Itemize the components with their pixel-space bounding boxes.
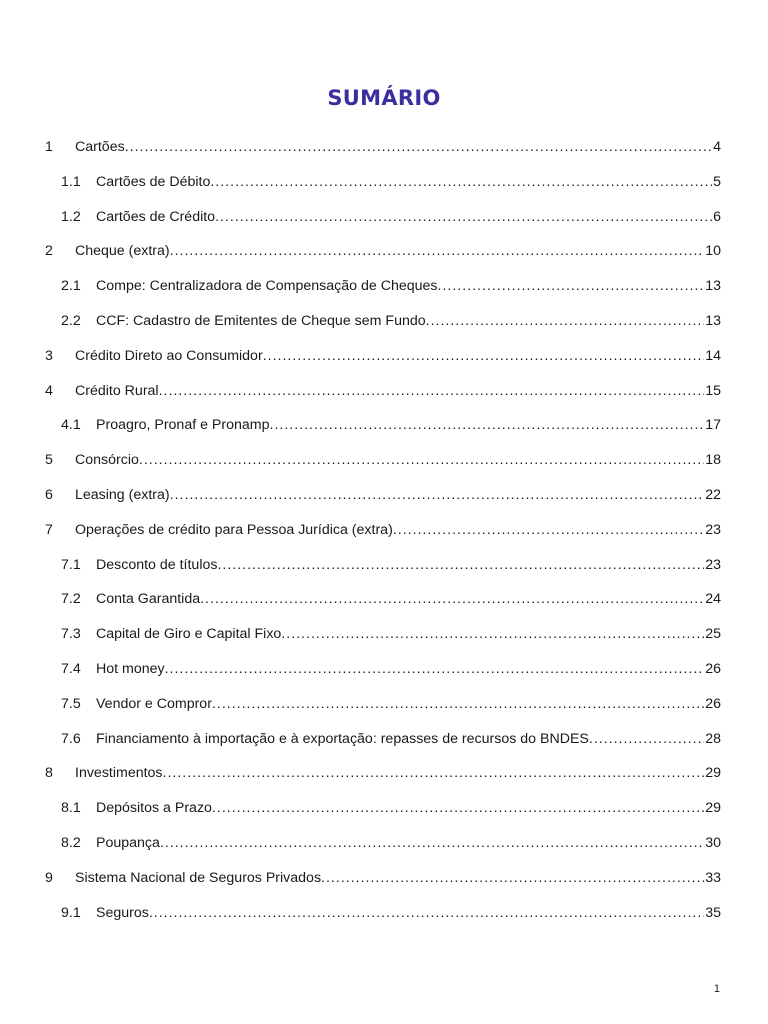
toc-entry[interactable]: [0, 728, 768, 750]
toc-entry-number: 7.5: [61, 695, 81, 712]
toc-entry-number: 1.2: [61, 208, 81, 225]
toc-entry-label: Sistema Nacional de Seguros Privados: [75, 869, 322, 886]
toc-entry[interactable]: [0, 588, 768, 610]
toc-entry-page: 33: [705, 869, 721, 886]
toc-entry-number: 7.4: [61, 661, 81, 677]
toc-entry[interactable]: [0, 414, 768, 436]
toc-entry-label: Compe: Centralizadora de Compensação de Cheques: [96, 278, 438, 295]
toc-entry-label: Financiamento à importação e à exportação: repasses de recursos do BNDES: [96, 730, 589, 747]
toc-entry-number: 7.1: [61, 556, 81, 573]
toc-entry-number: 2: [45, 243, 53, 260]
toc-entry-label: Vendor e Compror: [96, 695, 212, 712]
toc-entry[interactable]: [0, 240, 768, 262]
toc-entry-line: [96, 728, 721, 750]
toc-dot-leader: [217, 554, 704, 576]
page-number: 1: [713, 983, 720, 995]
toc-entry[interactable]: [0, 867, 768, 889]
toc-entry[interactable]: [0, 762, 768, 784]
toc-dot-leader: [281, 623, 704, 645]
toc-dot-leader: [589, 728, 704, 750]
toc-entry-label: Capital de Giro e Capital Fixo: [96, 626, 282, 643]
toc-entry-label: Cartões de Crédito: [96, 208, 216, 225]
toc-entry-label: Poupança: [96, 835, 160, 851]
toc-entry[interactable]: [0, 902, 768, 924]
toc-dot-leader: [212, 797, 704, 819]
toc-entry-number: 2.1: [61, 278, 81, 295]
toc-entry[interactable]: [0, 797, 768, 819]
toc-entry-line: [96, 832, 721, 854]
toc-entry-line: [75, 867, 721, 889]
toc-entry-page: 17: [705, 417, 721, 434]
toc-dot-leader: [139, 449, 704, 471]
toc-dot-leader: [438, 275, 705, 297]
toc-entry-line: [75, 136, 721, 158]
toc-entry[interactable]: [0, 136, 768, 158]
toc-entry-line: [75, 484, 721, 506]
toc-dot-leader: [200, 588, 704, 610]
toc-dot-leader: [170, 240, 705, 262]
toc-entry-line: [96, 902, 721, 924]
toc-entry-line: [75, 449, 721, 471]
toc-entry-line: [96, 693, 721, 715]
toc-entry-number: 8.1: [61, 800, 81, 817]
toc-entry[interactable]: [0, 171, 768, 193]
toc-entry-page: 23: [705, 521, 721, 538]
toc-entry-line: [96, 797, 721, 819]
toc-entry-label: Crédito Rural: [75, 382, 159, 399]
toc-entry-label: Operações de crédito para Pessoa Jurídica (extra): [75, 521, 393, 538]
toc-entry-line: [96, 554, 721, 576]
toc-dot-leader: [165, 658, 705, 680]
toc-entry-page: 14: [705, 347, 721, 364]
toc-entry-page: 13: [705, 278, 721, 295]
toc-entry-label: Cartões: [75, 139, 125, 155]
toc-dot-leader: [393, 519, 704, 541]
toc-entry[interactable]: [0, 623, 768, 645]
toc-dot-leader: [210, 171, 712, 193]
toc-entry-number: 6: [45, 487, 53, 503]
toc-entry-label: CCF: Cadastro de Emitentes de Cheque sem Fundo: [96, 313, 426, 329]
toc-entry-number: 3: [45, 347, 53, 364]
toc-entry-label: Investimentos: [75, 765, 163, 782]
toc-entry[interactable]: [0, 345, 768, 367]
toc-entry-page: 26: [705, 695, 721, 712]
toc-entry-page: 13: [705, 313, 721, 329]
toc-entry-label: Consórcio: [75, 452, 139, 469]
toc-entry-number: 7.6: [61, 730, 81, 747]
toc-entry-number: 7.2: [61, 591, 81, 608]
toc-entry-page: 30: [705, 835, 721, 851]
toc-entry-page: 15: [705, 382, 721, 399]
toc-entry-number: 2.2: [61, 313, 81, 329]
toc-entry-label: Hot money: [96, 661, 165, 677]
toc-entry-number: 8.2: [61, 835, 81, 851]
toc-entry-page: 10: [705, 243, 721, 260]
toc-entry-line: [75, 762, 721, 784]
toc-entry-page: 29: [705, 800, 721, 817]
toc-entry-line: [75, 345, 721, 367]
toc-entry-number: 8: [45, 765, 53, 782]
toc-entry-page: 22: [705, 487, 721, 503]
toc-entry-label: Cartões de Débito: [96, 173, 211, 190]
toc-entry-number: 5: [45, 452, 53, 469]
toc-dot-leader: [160, 832, 704, 854]
toc-entry[interactable]: [0, 554, 768, 576]
toc-entry[interactable]: [0, 310, 768, 332]
toc-dot-leader: [426, 310, 705, 332]
toc-entry-number: 4.1: [61, 417, 81, 434]
toc-entry-page: 25: [705, 626, 721, 643]
toc-dot-leader: [270, 414, 705, 436]
toc-entry[interactable]: [0, 275, 768, 297]
toc-entry-page: 4: [713, 139, 721, 155]
toc-dot-leader: [163, 762, 705, 784]
toc-entry-line: [96, 171, 721, 193]
toc-entry-line: [96, 658, 721, 680]
toc-dot-leader: [170, 484, 705, 506]
toc-entry-number: 7: [45, 521, 53, 538]
toc-entry-label: Seguros: [96, 904, 149, 921]
toc-entry-number: 7.3: [61, 626, 81, 643]
toc-dot-leader: [321, 867, 704, 889]
toc-entry-number: 9.1: [61, 904, 81, 921]
toc-entry-label: Crédito Direto ao Consumidor: [75, 347, 263, 364]
toc-entry-line: [75, 380, 721, 402]
toc-entry-page: 35: [705, 904, 721, 921]
toc-entry[interactable]: [0, 519, 768, 541]
page-title: SUMÁRIO: [327, 86, 441, 110]
toc-entry-label: Conta Garantida: [96, 591, 201, 608]
toc-entry-label: Desconto de títulos: [96, 556, 218, 573]
toc-entry-line: [96, 310, 721, 332]
toc-entry-label: Cheque (extra): [75, 243, 170, 260]
toc-entry[interactable]: [0, 484, 768, 506]
toc-entry[interactable]: [0, 206, 768, 228]
toc-entry-line: [75, 240, 721, 262]
toc-entry-line: [96, 206, 721, 228]
toc-entry-line: [96, 623, 721, 645]
toc-entry-line: [96, 275, 721, 297]
toc-dot-leader: [159, 380, 705, 402]
toc-entry-number: 1.1: [61, 173, 81, 190]
toc-entry-line: [96, 588, 721, 610]
toc-entry-page: 18: [705, 452, 721, 469]
toc-entry-number: 4: [45, 382, 53, 399]
toc-dot-leader: [212, 693, 704, 715]
toc-entry[interactable]: [0, 449, 768, 471]
toc-entry-number: 1: [45, 139, 53, 155]
toc-entry-page: 26: [705, 661, 721, 677]
toc-entry-page: 24: [705, 591, 721, 608]
toc-entry[interactable]: [0, 380, 768, 402]
toc-entry-line: [75, 519, 721, 541]
toc-entry[interactable]: [0, 693, 768, 715]
toc-entry-page: 6: [713, 208, 721, 225]
toc-entry-label: Proagro, Pronaf e Pronamp: [96, 417, 270, 434]
toc-entry-label: Leasing (extra): [75, 487, 170, 503]
toc-dot-leader: [149, 902, 704, 924]
toc-entry-page: 29: [705, 765, 721, 782]
toc-entry-page: 28: [705, 730, 721, 747]
toc-entry[interactable]: [0, 832, 768, 854]
toc-dot-leader: [215, 206, 712, 228]
toc-entry-number: 9: [45, 869, 53, 886]
toc-entry-label: Depósitos a Prazo: [96, 800, 212, 817]
toc-dot-leader: [263, 345, 705, 367]
toc-entry-line: [96, 414, 721, 436]
toc-entry[interactable]: [0, 658, 768, 680]
toc-dot-leader: [125, 136, 712, 158]
toc-entry-page: 5: [713, 173, 721, 190]
toc-entry-page: 23: [705, 556, 721, 573]
